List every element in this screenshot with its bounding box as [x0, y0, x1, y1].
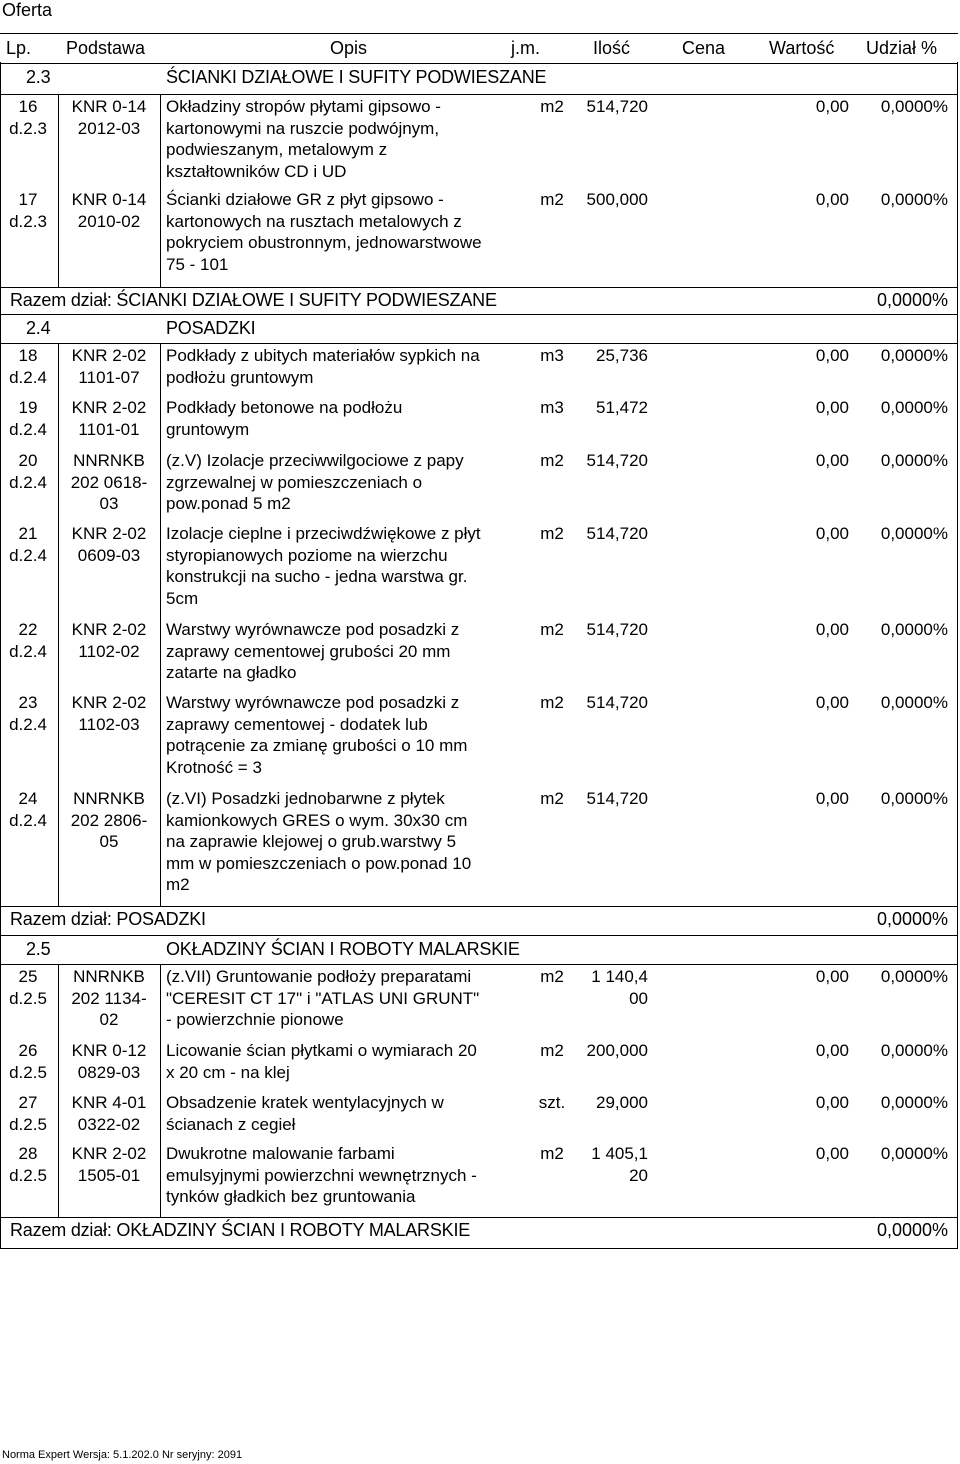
- row-share: 0,0000%: [880, 524, 948, 543]
- row-value: 0,00: [815, 398, 849, 417]
- row-description: Podkłady betonowe na podłożu: [166, 398, 403, 417]
- row-number: 22: [18, 620, 38, 639]
- section-total-label: Razem dział: OKŁADZINY ŚCIAN I ROBOTY MALARSKIE: [10, 1220, 471, 1240]
- column-divider: [160, 94, 161, 287]
- row-quantity: 200,000: [586, 1041, 648, 1060]
- row-unit: m2: [540, 1144, 564, 1163]
- row-chapter: d.2.4: [9, 810, 47, 830]
- section-total-share: 0,0000%: [876, 1220, 948, 1240]
- row-separator: [0, 343, 958, 344]
- row-description: pow.ponad 5 m2: [166, 494, 291, 513]
- row-basis: KNR 0-14: [71, 97, 147, 116]
- row-value: 0,00: [815, 346, 849, 365]
- row-description: Licowanie ścian płytkami o wymiarach 20: [166, 1041, 477, 1060]
- row-description: Obsadzenie kratek wentylacyjnych w: [166, 1093, 444, 1112]
- header-ilosc: Ilość: [593, 38, 631, 58]
- header-opis: Opis: [330, 38, 368, 58]
- row-unit: m2: [540, 967, 564, 986]
- row-share: 0,0000%: [880, 451, 948, 470]
- row-quantity: 1 405,1: [591, 1144, 648, 1163]
- row-value: 0,00: [815, 1144, 849, 1163]
- column-divider: [160, 343, 161, 906]
- row-number: 16: [18, 97, 38, 116]
- row-share: 0,0000%: [880, 967, 948, 986]
- row-basis: KNR 2-02: [71, 346, 147, 365]
- row-chapter: d.2.5: [9, 1062, 47, 1082]
- row-description: 5cm: [166, 588, 199, 608]
- row-description: 75 - 101: [166, 254, 229, 274]
- document-title: Oferta: [2, 0, 53, 20]
- row-chapter: d.2.5: [9, 988, 47, 1008]
- row-separator: [0, 1217, 958, 1218]
- row-basis: 1101-07: [78, 367, 140, 387]
- row-unit: m2: [540, 620, 564, 639]
- row-share: 0,0000%: [880, 346, 948, 365]
- row-chapter: d.2.4: [9, 641, 47, 661]
- row-share: 0,0000%: [880, 190, 948, 209]
- row-basis: KNR 0-14: [71, 190, 147, 209]
- row-description: mm w pomieszczeniach o pow.ponad 10: [166, 853, 472, 873]
- row-basis: 0322-02: [77, 1114, 141, 1134]
- row-description: styropianowych poziome na wierzchu: [166, 545, 448, 565]
- row-description: konstrukcji na sucho - jedna warstwa gr.: [166, 567, 468, 586]
- row-basis: 202 1134-: [71, 988, 147, 1008]
- row-chapter: d.2.4: [9, 472, 47, 492]
- section-title: OKŁADZINY ŚCIAN I ROBOTY MALARSKIE: [166, 939, 520, 959]
- row-number: 17: [18, 190, 38, 209]
- row-chapter: d.2.5: [9, 1165, 47, 1185]
- row-basis: 0829-03: [77, 1062, 141, 1082]
- row-description: kształtowników CD i UD: [166, 161, 347, 181]
- row-basis: 0609-03: [77, 545, 141, 565]
- header-cena: Cena: [682, 38, 726, 58]
- row-unit: szt.: [538, 1093, 566, 1112]
- row-separator: [0, 314, 958, 315]
- row-quantity: 500,000: [586, 190, 648, 209]
- row-separator: [0, 964, 958, 965]
- column-divider: [58, 964, 59, 1217]
- row-value: 0,00: [815, 451, 849, 470]
- row-basis: 03: [99, 494, 119, 513]
- row-quantity: 514,720: [586, 97, 648, 116]
- row-description: na zaprawie klejowej o grub.warstwy 5: [166, 832, 457, 851]
- row-number: 23: [18, 693, 38, 712]
- row-description: "CERESIT CT 17" i "ATLAS UNI GRUNT": [166, 988, 480, 1008]
- row-quantity: 514,720: [586, 451, 648, 470]
- row-description: (z.VI) Posadzki jednobarwne z płytek: [166, 789, 445, 808]
- row-chapter: d.2.3: [9, 211, 47, 231]
- row-basis: NNRNKB: [73, 967, 145, 986]
- column-divider: [58, 94, 59, 287]
- header-udzial: Udział %: [866, 38, 938, 58]
- row-quantity: 20: [629, 1165, 648, 1185]
- row-unit: m2: [540, 789, 564, 808]
- row-quantity: 514,720: [586, 524, 648, 543]
- row-description: Podkłady z ubitych materiałów sypkich na: [166, 346, 480, 365]
- row-basis: KNR 2-02: [71, 1144, 147, 1163]
- row-description: kamionkowych GRES o wym. 30x30 cm: [166, 810, 468, 830]
- row-basis: NNRNKB: [73, 451, 145, 470]
- row-quantity: 25,736: [596, 346, 648, 365]
- row-unit: m2: [540, 1041, 564, 1060]
- row-value: 0,00: [815, 524, 849, 543]
- row-unit: m2: [540, 451, 564, 470]
- row-description: pokryciem obustronnym, jednowarstwowe: [166, 233, 482, 252]
- row-description: Okładziny stropów płytami gipsowo -: [166, 97, 441, 116]
- header-top-border: [0, 33, 958, 34]
- row-description: emulsyjnymi powierzchni wewnętrznych -: [166, 1165, 477, 1185]
- column-divider: [160, 964, 161, 1217]
- row-unit: m3: [540, 398, 564, 417]
- row-number: 19: [18, 398, 38, 417]
- row-share: 0,0000%: [880, 1093, 948, 1112]
- section-total-label: Razem dział: POSADZKI: [10, 909, 206, 929]
- row-separator: [0, 287, 958, 288]
- row-value: 0,00: [815, 693, 849, 712]
- section-total-share: 0,0000%: [876, 290, 948, 310]
- row-number: 24: [18, 789, 38, 808]
- row-description: kartonowymi na ruszcie podwójnym,: [166, 118, 440, 138]
- section-code: 2.4: [26, 318, 51, 338]
- row-basis: KNR 2-02: [71, 693, 147, 712]
- row-chapter: d.2.4: [9, 545, 47, 565]
- header-jm: j.m.: [511, 38, 540, 58]
- header-podstawa: Podstawa: [66, 38, 146, 58]
- row-description: zaprawy cementowej - dodatek lub: [166, 714, 428, 734]
- row-unit: m2: [540, 524, 564, 543]
- row-separator: [0, 906, 958, 907]
- section-total-label: Razem dział: ŚCIANKI DZIAŁOWE I SUFITY PODWIESZANE: [10, 290, 497, 310]
- section-title: POSADZKI: [166, 318, 256, 338]
- row-description: podwieszanym, metalowym z: [166, 140, 388, 159]
- row-quantity: 29,000: [596, 1093, 648, 1112]
- row-basis: 05: [99, 832, 119, 851]
- row-chapter: d.2.3: [9, 118, 47, 138]
- row-number: 20: [18, 451, 38, 470]
- row-basis: KNR 2-02: [71, 398, 147, 417]
- row-description: potrącenie za zmianę grubości o 10 mm: [166, 736, 468, 755]
- row-unit: m2: [540, 97, 564, 116]
- row-description: - powierzchnie pionowe: [166, 1010, 344, 1029]
- row-unit: m2: [540, 190, 564, 209]
- row-number: 27: [18, 1093, 38, 1112]
- row-quantity: 514,720: [586, 789, 648, 808]
- row-description: zgrzewalnej w pomieszczeniach o: [166, 472, 423, 492]
- column-divider: [58, 343, 59, 906]
- row-description: (z.VII) Gruntowanie podłoży preparatami: [166, 967, 472, 986]
- row-basis: 2010-02: [77, 211, 141, 231]
- row-basis: 1102-03: [78, 714, 140, 734]
- row-description: gruntowym: [166, 419, 250, 439]
- row-share: 0,0000%: [880, 398, 948, 417]
- header-wartosc: Wartość: [769, 38, 835, 58]
- row-basis: 202 0618-: [70, 472, 148, 492]
- section-total-share: 0,0000%: [876, 909, 948, 929]
- row-description: kartonowych na rusztach metalowych z: [166, 211, 462, 231]
- row-basis: KNR 2-02: [71, 620, 147, 639]
- row-basis: 202 2806-: [70, 810, 148, 830]
- row-description: zaprawy cementowej grubości 20 mm: [166, 641, 451, 661]
- row-basis: 02: [99, 1010, 119, 1029]
- row-basis: 2012-03: [77, 118, 141, 138]
- row-description: Warstwy wyrównawcze pod posadzki z: [166, 693, 460, 712]
- row-chapter: d.2.4: [9, 419, 47, 439]
- row-basis: 1102-02: [78, 641, 140, 661]
- row-description: Izolacje cieplne i przeciwdźwiękowe z płyt: [166, 524, 481, 543]
- row-description: ścianach z cegieł: [166, 1114, 296, 1134]
- row-description: Warstwy wyrównawcze pod posadzki z: [166, 620, 460, 639]
- row-description: podłożu gruntowym: [166, 367, 314, 387]
- row-quantity: 514,720: [586, 693, 648, 712]
- row-number: 18: [18, 346, 38, 365]
- row-separator: [0, 63, 958, 64]
- row-unit: m3: [540, 346, 564, 365]
- row-chapter: d.2.4: [9, 367, 47, 387]
- header-lp: Lp.: [6, 38, 32, 58]
- row-share: 0,0000%: [880, 97, 948, 116]
- row-value: 0,00: [815, 97, 849, 116]
- section-code: 2.5: [26, 939, 51, 959]
- row-share: 0,0000%: [880, 789, 948, 808]
- row-value: 0,00: [815, 967, 849, 986]
- row-quantity: 00: [629, 988, 648, 1008]
- row-basis: 1505-01: [77, 1165, 141, 1185]
- row-description: zatarte na gładko: [166, 663, 297, 682]
- section-title: ŚCIANKI DZIAŁOWE I SUFITY PODWIESZANE: [166, 67, 547, 87]
- row-quantity: 51,472: [596, 398, 648, 417]
- row-value: 0,00: [815, 1093, 849, 1112]
- row-value: 0,00: [815, 190, 849, 209]
- row-description: (z.V) Izolacje przeciwwilgociowe z papy: [166, 451, 464, 470]
- row-separator: [0, 935, 958, 936]
- row-share: 0,0000%: [880, 1041, 948, 1060]
- row-number: 26: [18, 1041, 38, 1060]
- row-separator: [0, 94, 958, 95]
- row-share: 0,0000%: [880, 1144, 948, 1163]
- row-basis: 1101-01: [78, 419, 140, 439]
- row-value: 0,00: [815, 789, 849, 808]
- row-basis: KNR 2-02: [71, 524, 147, 543]
- row-unit: m2: [540, 693, 564, 712]
- row-number: 25: [18, 967, 38, 986]
- row-share: 0,0000%: [880, 620, 948, 639]
- row-description: x 20 cm - na klej: [166, 1062, 290, 1082]
- row-quantity: 1 140,4: [591, 967, 648, 986]
- row-description: Ścianki działowe GR z płyt gipsowo -: [166, 190, 444, 209]
- row-basis: KNR 4-01: [71, 1093, 147, 1112]
- row-number: 21: [18, 524, 38, 543]
- row-basis: KNR 0-12: [71, 1041, 147, 1060]
- row-description: tynków gładkich bez gruntowania: [166, 1187, 416, 1206]
- row-chapter: d.2.4: [9, 714, 47, 734]
- row-description: Dwukrotne malowanie farbami: [166, 1144, 395, 1163]
- footer-version: Norma Expert Wersja: 5.1.202.0 Nr seryjny: 2091: [2, 1449, 243, 1461]
- row-basis: NNRNKB: [73, 789, 145, 808]
- row-value: 0,00: [815, 1041, 849, 1060]
- row-description: m2: [166, 875, 190, 894]
- row-value: 0,00: [815, 620, 849, 639]
- row-description: Krotność = 3: [166, 757, 262, 777]
- section-code: 2.3: [26, 67, 51, 87]
- row-quantity: 514,720: [586, 620, 648, 639]
- row-number: 28: [18, 1144, 38, 1163]
- row-share: 0,0000%: [880, 693, 948, 712]
- row-chapter: d.2.5: [9, 1114, 47, 1134]
